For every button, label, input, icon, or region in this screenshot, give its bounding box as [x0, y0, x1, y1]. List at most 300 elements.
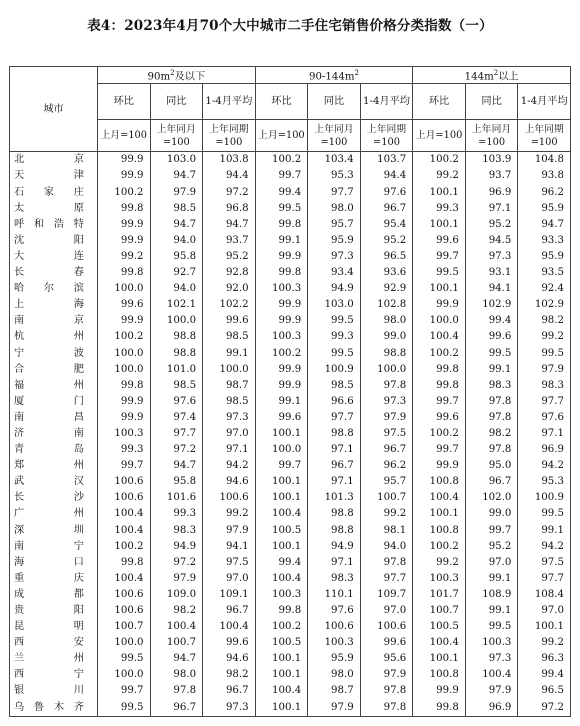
city-name: 沈 阳 [14, 234, 84, 246]
index-value-cell: 95.6 [360, 651, 413, 667]
index-value-cell: 100.2 [413, 426, 466, 442]
index-value-cell: 95.2 [465, 217, 518, 233]
index-value-cell: 99.8 [413, 362, 466, 378]
index-value-cell: 99.5 [98, 651, 151, 667]
index-value-cell: 100.1 [413, 506, 466, 522]
index-value-cell: 92.4 [518, 281, 571, 297]
city-cell [10, 281, 98, 297]
city-name: 乌鲁木齐 [14, 701, 84, 713]
price-index-table [9, 66, 571, 717]
index-value-cell: 98.8 [308, 506, 361, 522]
index-value-cell: 99.9 [98, 168, 151, 184]
index-value-cell: 94.6 [203, 651, 256, 667]
table-row [10, 217, 571, 233]
index-value-cell: 99.8 [255, 603, 308, 619]
index-value-cell: 96.6 [308, 394, 361, 410]
city-cell [10, 651, 98, 667]
index-value-cell: 98.2 [203, 667, 256, 683]
city-cell [10, 346, 98, 362]
index-value-cell: 98.7 [308, 683, 361, 699]
index-value-cell: 99.8 [98, 201, 151, 217]
index-value-cell: 99.5 [413, 265, 466, 281]
index-value-cell: 99.1 [255, 233, 308, 249]
index-value-cell: 97.0 [465, 555, 518, 571]
table-row [10, 506, 571, 522]
index-value-cell: 100.6 [360, 619, 413, 635]
city-cell [10, 297, 98, 313]
index-value-cell: 97.0 [518, 603, 571, 619]
index-value-cell: 99.6 [413, 233, 466, 249]
index-value-cell: 99.7 [413, 249, 466, 265]
index-value-cell: 100.1 [255, 667, 308, 683]
index-value-cell: 100.1 [413, 281, 466, 297]
index-value-cell: 97.5 [203, 555, 256, 571]
city-cell [10, 410, 98, 426]
index-value-cell: 99.9 [255, 313, 308, 329]
city-name: 郑 州 [14, 460, 84, 472]
city-name: 昆 明 [14, 621, 84, 633]
base-header: 上月=100 [98, 120, 151, 152]
index-value-cell: 98.8 [308, 523, 361, 539]
city-name: 西 安 [14, 637, 84, 649]
index-value-cell: 97.1 [465, 201, 518, 217]
index-value-cell: 94.2 [518, 539, 571, 555]
index-value-cell: 99.1 [465, 603, 518, 619]
city-name: 深 圳 [14, 524, 84, 536]
table-row [10, 313, 571, 329]
city-cell [10, 539, 98, 555]
city-cell [10, 313, 98, 329]
index-value-cell: 100.7 [98, 619, 151, 635]
yoy-header: 同比 [308, 84, 361, 120]
city-cell [10, 362, 98, 378]
index-value-cell: 93.5 [518, 265, 571, 281]
index-value-cell: 100.3 [413, 571, 466, 587]
index-value-cell: 100.3 [308, 635, 361, 651]
table-row [10, 185, 571, 201]
index-value-cell: 100.0 [413, 313, 466, 329]
index-value-cell: 94.9 [308, 281, 361, 297]
index-value-cell: 100.2 [98, 185, 151, 201]
index-value-cell: 99.9 [255, 378, 308, 394]
table-row [10, 329, 571, 345]
index-value-cell: 99.9 [255, 362, 308, 378]
index-value-cell: 98.5 [150, 201, 203, 217]
index-value-cell: 99.8 [98, 378, 151, 394]
index-value-cell: 97.3 [360, 394, 413, 410]
index-value-cell: 99.3 [98, 442, 151, 458]
base-header: 上年同月=100 [308, 120, 361, 152]
index-value-cell: 97.7 [308, 185, 361, 201]
index-value-cell: 99.8 [413, 378, 466, 394]
city-name: 呼和浩特 [14, 218, 84, 230]
index-value-cell: 99.6 [203, 635, 256, 651]
index-value-cell: 99.0 [360, 329, 413, 345]
city-name: 海 口 [14, 556, 84, 568]
index-value-cell: 100.4 [203, 619, 256, 635]
city-name: 青 岛 [14, 444, 84, 456]
city-cell [10, 233, 98, 249]
index-value-cell: 97.9 [203, 523, 256, 539]
index-value-cell: 94.7 [150, 651, 203, 667]
index-value-cell: 97.8 [150, 683, 203, 699]
index-value-cell: 100.9 [308, 362, 361, 378]
city-name: 杭 州 [14, 331, 84, 343]
index-value-cell: 100.1 [413, 651, 466, 667]
index-value-cell: 98.3 [308, 571, 361, 587]
index-value-cell: 100.4 [413, 635, 466, 651]
index-value-cell: 97.9 [465, 683, 518, 699]
index-value-cell: 93.6 [360, 265, 413, 281]
index-value-cell: 100.1 [255, 490, 308, 506]
index-value-cell: 100.5 [413, 619, 466, 635]
index-value-cell: 94.4 [360, 168, 413, 184]
index-value-cell: 100.0 [98, 667, 151, 683]
index-value-cell: 100.0 [98, 635, 151, 651]
table-row [10, 410, 571, 426]
table-row [10, 152, 571, 169]
base-header: 上年同期=100 [360, 120, 413, 152]
city-name: 贵 阳 [14, 605, 84, 617]
index-value-cell: 100.4 [413, 490, 466, 506]
index-value-cell: 96.7 [150, 700, 203, 717]
base-header: 上年同期=100 [203, 120, 256, 152]
city-name: 大 连 [14, 250, 84, 262]
index-value-cell: 100.4 [98, 506, 151, 522]
index-value-cell: 99.5 [465, 346, 518, 362]
index-value-cell: 100.6 [308, 619, 361, 635]
index-value-cell: 99.1 [465, 362, 518, 378]
index-value-cell: 103.0 [150, 152, 203, 169]
index-value-cell: 99.6 [98, 297, 151, 313]
base-header: 上月=100 [255, 120, 308, 152]
index-value-cell: 99.7 [255, 168, 308, 184]
city-cell [10, 185, 98, 201]
index-value-cell: 99.2 [518, 635, 571, 651]
index-value-cell: 97.4 [150, 410, 203, 426]
index-value-cell: 100.4 [465, 667, 518, 683]
index-value-cell: 101.7 [413, 587, 466, 603]
index-value-cell: 94.1 [465, 281, 518, 297]
table-row [10, 619, 571, 635]
index-value-cell: 103.4 [308, 152, 361, 169]
table-row [10, 683, 571, 699]
index-value-cell: 100.1 [255, 539, 308, 555]
index-value-cell: 98.0 [308, 667, 361, 683]
city-name: 厦 门 [14, 395, 84, 407]
base-header: 上年同月=100 [465, 120, 518, 152]
index-value-cell: 100.3 [465, 635, 518, 651]
city-cell [10, 378, 98, 394]
index-value-cell: 108.9 [465, 587, 518, 603]
index-value-cell: 98.3 [150, 523, 203, 539]
index-value-cell: 95.2 [465, 539, 518, 555]
index-value-cell: 94.7 [518, 217, 571, 233]
index-value-cell: 98.8 [150, 346, 203, 362]
index-value-cell: 95.8 [150, 249, 203, 265]
city-cell [10, 683, 98, 699]
city-name: 上 海 [14, 299, 84, 311]
index-value-cell: 104.8 [518, 152, 571, 169]
table-row [10, 635, 571, 651]
index-value-cell: 98.2 [465, 426, 518, 442]
index-value-cell: 100.2 [413, 152, 466, 169]
index-value-cell: 99.5 [255, 201, 308, 217]
index-value-cell: 100.5 [255, 635, 308, 651]
index-value-cell: 103.7 [360, 152, 413, 169]
index-value-cell: 92.7 [150, 265, 203, 281]
index-value-cell: 92.9 [360, 281, 413, 297]
index-value-cell: 100.6 [98, 587, 151, 603]
index-value-cell: 99.3 [150, 506, 203, 522]
index-value-cell: 94.6 [203, 474, 256, 490]
index-value-cell: 99.9 [98, 313, 151, 329]
index-value-cell: 96.5 [360, 249, 413, 265]
index-value-cell: 100.2 [255, 346, 308, 362]
index-value-cell: 99.4 [255, 185, 308, 201]
table-body [10, 152, 571, 716]
index-value-cell: 100.7 [150, 635, 203, 651]
index-value-cell: 100.8 [413, 523, 466, 539]
table-row [10, 346, 571, 362]
index-value-cell: 99.7 [413, 442, 466, 458]
table-row [10, 474, 571, 490]
index-value-cell: 95.9 [518, 201, 571, 217]
index-value-cell: 99.8 [255, 265, 308, 281]
avg-header: 1-4月平均 [360, 84, 413, 120]
index-value-cell: 94.7 [150, 168, 203, 184]
city-cell [10, 523, 98, 539]
table-row [10, 603, 571, 619]
index-value-cell: 97.1 [518, 426, 571, 442]
table-row [10, 233, 571, 249]
city-name: 南 京 [14, 315, 84, 327]
city-cell [10, 587, 98, 603]
index-value-cell: 97.9 [518, 362, 571, 378]
index-value-cell: 100.0 [203, 362, 256, 378]
index-value-cell: 93.4 [308, 265, 361, 281]
index-value-cell: 99.2 [413, 555, 466, 571]
city-cell [10, 442, 98, 458]
index-value-cell: 99.5 [518, 346, 571, 362]
index-value-cell: 98.1 [360, 523, 413, 539]
index-value-cell: 100.1 [255, 426, 308, 442]
index-value-cell: 95.7 [360, 474, 413, 490]
index-value-cell: 98.0 [150, 667, 203, 683]
city-cell [10, 394, 98, 410]
city-name: 西 宁 [14, 669, 84, 681]
index-value-cell: 96.7 [360, 201, 413, 217]
index-value-cell: 96.2 [518, 185, 571, 201]
index-value-cell: 98.5 [150, 378, 203, 394]
index-value-cell: 99.1 [203, 346, 256, 362]
city-name: 哈尔滨 [14, 283, 84, 295]
index-value-cell: 97.3 [203, 410, 256, 426]
index-value-cell: 97.9 [360, 667, 413, 683]
index-value-cell: 100.6 [98, 474, 151, 490]
index-value-cell: 96.3 [518, 651, 571, 667]
city-name: 南 昌 [14, 411, 84, 423]
index-value-cell: 96.7 [360, 442, 413, 458]
index-value-cell: 94.4 [203, 168, 256, 184]
index-value-cell: 99.9 [255, 249, 308, 265]
table-row [10, 265, 571, 281]
table-title: 表4：2023年4月70个大中城市二手住宅销售价格分类指数（一） [87, 18, 493, 34]
index-value-cell: 100.4 [150, 619, 203, 635]
index-value-cell: 100.6 [98, 490, 151, 506]
index-value-cell: 97.2 [150, 555, 203, 571]
index-value-cell: 100.0 [150, 313, 203, 329]
index-value-cell: 100.1 [255, 700, 308, 717]
index-value-cell: 99.9 [255, 297, 308, 313]
city-cell [10, 329, 98, 345]
index-value-cell: 97.6 [360, 185, 413, 201]
index-value-cell: 94.9 [150, 539, 203, 555]
yoy-header: 同比 [465, 84, 518, 120]
index-value-cell: 99.4 [518, 667, 571, 683]
index-value-cell: 95.3 [518, 474, 571, 490]
index-value-cell: 97.2 [203, 185, 256, 201]
index-value-cell: 97.8 [465, 442, 518, 458]
index-value-cell: 100.4 [413, 329, 466, 345]
index-value-cell: 92.8 [203, 265, 256, 281]
index-value-cell: 97.8 [465, 394, 518, 410]
city-name: 福 州 [14, 379, 84, 391]
index-value-cell: 97.8 [360, 378, 413, 394]
city-name: 太 原 [14, 202, 84, 214]
index-value-cell: 97.9 [360, 410, 413, 426]
index-value-cell: 109.0 [150, 587, 203, 603]
table-row [10, 442, 571, 458]
table-row [10, 539, 571, 555]
city-name: 南 宁 [14, 540, 84, 552]
index-value-cell: 100.8 [413, 474, 466, 490]
index-value-cell: 97.6 [150, 394, 203, 410]
table-row [10, 651, 571, 667]
index-value-cell: 100.8 [413, 667, 466, 683]
index-value-cell: 99.5 [308, 313, 361, 329]
index-value-cell: 93.1 [465, 265, 518, 281]
index-value-cell: 99.2 [203, 506, 256, 522]
index-value-cell: 99.2 [360, 506, 413, 522]
index-value-cell: 99.1 [465, 571, 518, 587]
city-name: 成 都 [14, 588, 84, 600]
index-value-cell: 94.9 [308, 539, 361, 555]
index-value-cell: 101.3 [308, 490, 361, 506]
index-value-cell: 97.3 [465, 651, 518, 667]
index-value-cell: 95.2 [360, 233, 413, 249]
table-row [10, 523, 571, 539]
city-cell [10, 217, 98, 233]
index-value-cell: 109.7 [360, 587, 413, 603]
city-cell [10, 458, 98, 474]
table-row [10, 587, 571, 603]
index-value-cell: 99.7 [255, 458, 308, 474]
index-value-cell: 93.7 [465, 168, 518, 184]
index-value-cell: 100.4 [98, 571, 151, 587]
city-name: 重 庆 [14, 572, 84, 584]
index-value-cell: 100.2 [98, 329, 151, 345]
table-row [10, 168, 571, 184]
city-name: 长 沙 [14, 492, 84, 504]
city-cell [10, 168, 98, 184]
index-value-cell: 94.2 [203, 458, 256, 474]
table-row [10, 378, 571, 394]
city-name: 合 肥 [14, 363, 84, 375]
city-name: 北 京 [14, 154, 84, 166]
city-cell [10, 152, 98, 169]
index-value-cell: 97.5 [518, 555, 571, 571]
city-name: 广 州 [14, 508, 84, 520]
base-header: 上月=100 [413, 120, 466, 152]
index-value-cell: 99.9 [98, 217, 151, 233]
index-value-cell: 99.2 [413, 168, 466, 184]
index-value-cell: 93.3 [518, 233, 571, 249]
index-value-cell: 99.1 [518, 523, 571, 539]
index-value-cell: 99.5 [98, 700, 151, 717]
index-value-cell: 97.9 [308, 700, 361, 717]
index-value-cell: 100.4 [98, 523, 151, 539]
index-value-cell: 99.5 [465, 619, 518, 635]
index-value-cell: 100.3 [98, 426, 151, 442]
city-cell [10, 249, 98, 265]
group-header-small: $90m^2$及以下 [98, 67, 256, 84]
index-value-cell: 99.9 [413, 297, 466, 313]
table-row [10, 555, 571, 571]
table-row [10, 394, 571, 410]
index-value-cell: 97.5 [360, 426, 413, 442]
index-value-cell: 96.9 [518, 442, 571, 458]
index-value-cell: 100.2 [98, 539, 151, 555]
index-value-cell: 99.9 [98, 410, 151, 426]
index-value-cell: 102.0 [465, 490, 518, 506]
index-value-cell: 95.3 [308, 168, 361, 184]
index-value-cell: 101.6 [150, 490, 203, 506]
index-value-cell: 97.3 [308, 249, 361, 265]
index-value-cell: 99.7 [465, 523, 518, 539]
index-value-cell: 98.8 [150, 329, 203, 345]
index-value-cell: 98.5 [203, 394, 256, 410]
index-value-cell: 100.5 [255, 523, 308, 539]
index-value-cell: 97.6 [308, 603, 361, 619]
city-cell [10, 603, 98, 619]
index-value-cell: 97.1 [308, 442, 361, 458]
index-value-cell: 100.1 [255, 474, 308, 490]
index-value-cell: 98.8 [308, 426, 361, 442]
index-value-cell: 99.5 [518, 506, 571, 522]
index-value-cell: 99.7 [413, 394, 466, 410]
index-value-cell: 94.2 [518, 458, 571, 474]
index-value-cell: 95.9 [518, 249, 571, 265]
index-value-cell: 100.2 [255, 619, 308, 635]
index-value-cell: 98.5 [308, 378, 361, 394]
city-column-header: 城市 [10, 67, 98, 152]
index-value-cell: 103.8 [203, 152, 256, 169]
index-value-cell: 94.0 [150, 281, 203, 297]
index-value-cell: 100.2 [255, 152, 308, 169]
city-cell [10, 490, 98, 506]
city-cell [10, 700, 98, 717]
city-cell [10, 635, 98, 651]
index-value-cell: 99.8 [413, 700, 466, 717]
index-value-cell: 93.7 [203, 233, 256, 249]
index-value-cell: 99.3 [308, 329, 361, 345]
index-value-cell: 97.6 [518, 410, 571, 426]
city-name: 武 汉 [14, 476, 84, 488]
index-value-cell: 98.8 [360, 346, 413, 362]
index-value-cell: 99.7 [98, 458, 151, 474]
table-row [10, 281, 571, 297]
